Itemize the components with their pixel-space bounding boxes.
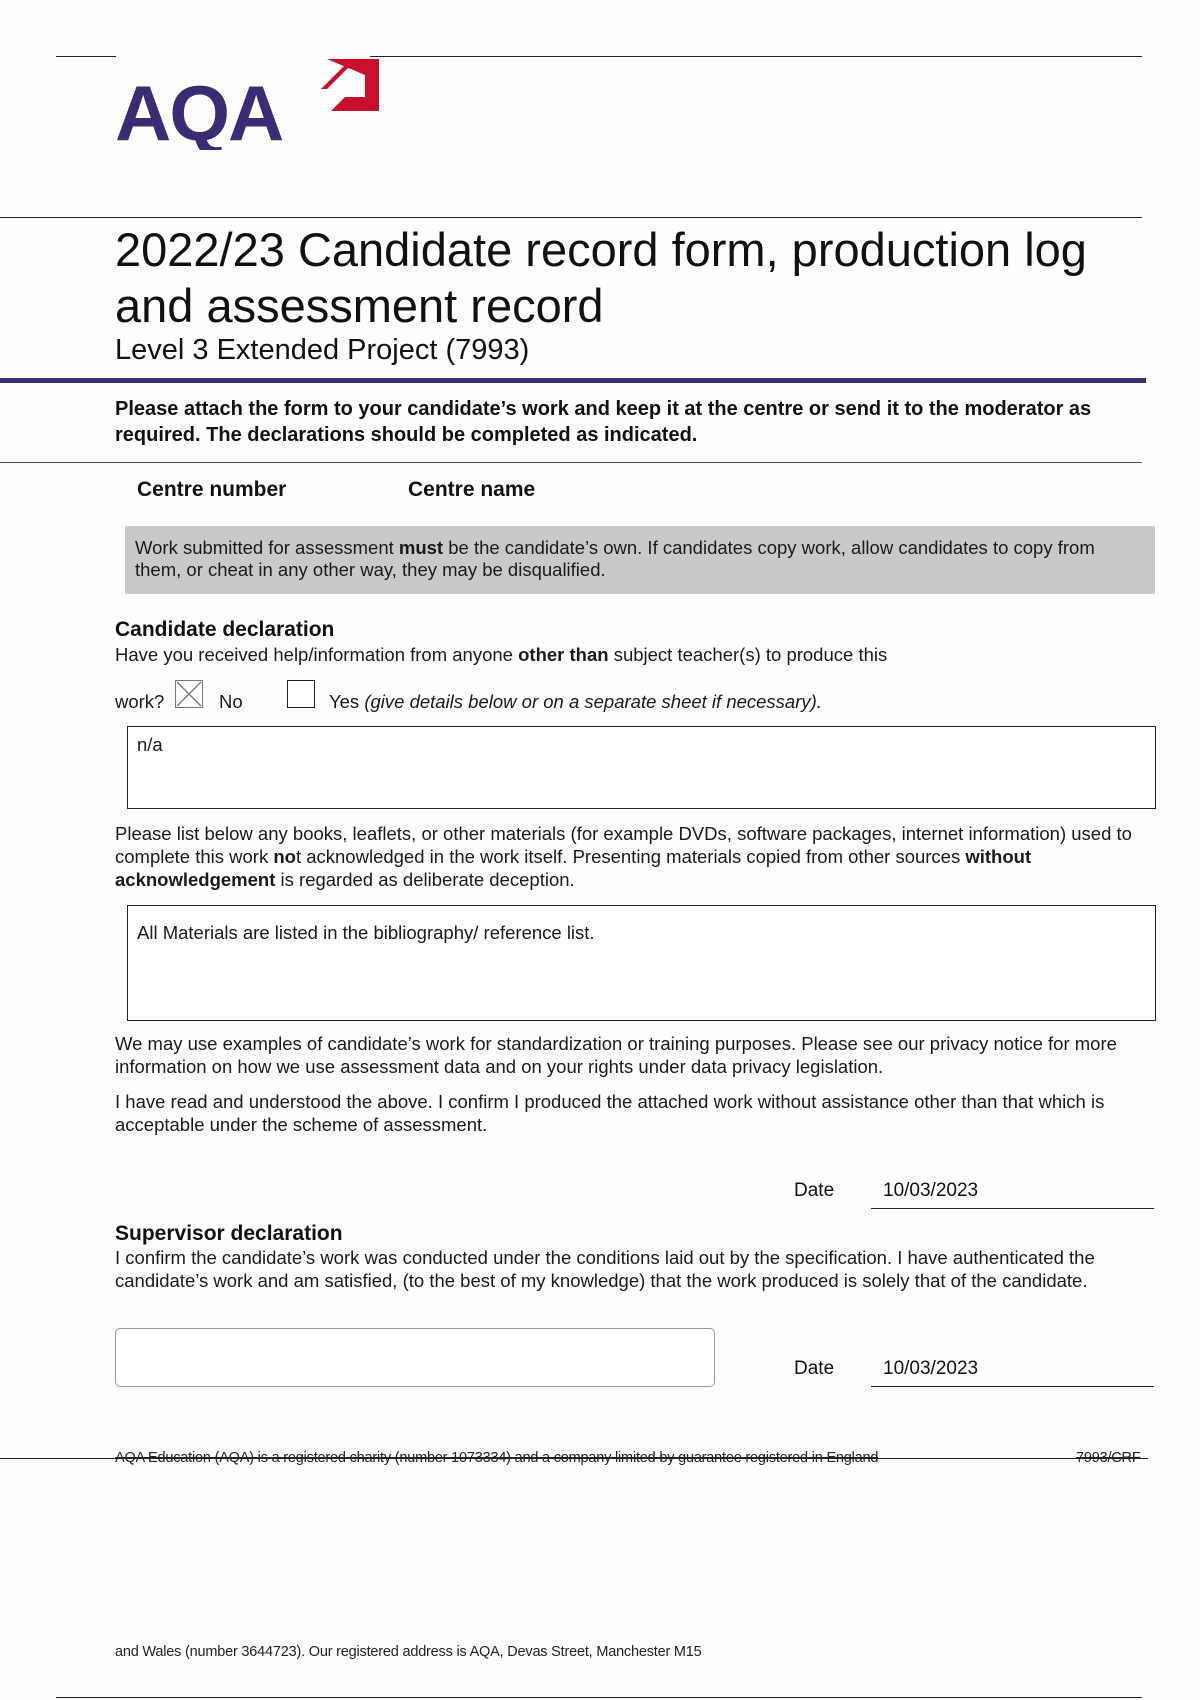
help-details-field[interactable]: n/a <box>127 726 1156 809</box>
candidate-confirmation: I have read and understood the above. I confirm I produced the attached work without assistance other than that which is acceptable under the scheme of assessment. <box>115 1091 1105 1135</box>
aqa-logo <box>115 55 385 150</box>
header-rule <box>0 217 1142 218</box>
help-question-end: work? <box>115 691 165 712</box>
title-divider <box>0 378 1146 383</box>
centre-number-label: Centre number <box>137 478 287 501</box>
intro-rule <box>0 462 1142 463</box>
yes-note: (give details below or on a separate sheet if necessary). <box>364 691 822 712</box>
candidate-date-label: Date <box>794 1180 835 1201</box>
notice-text-2: be the candidate’s own. If candidates copy work, allow candidates to copy from them, or cheat in any other way, they may be disqualified. <box>135 537 1095 580</box>
candidate-date-field[interactable]: 10/03/2023 <box>871 1180 1154 1209</box>
no-label: No <box>219 691 243 712</box>
supervisor-declaration-heading: Supervisor declaration <box>115 1222 343 1245</box>
centre-name-label: Centre name <box>408 478 536 501</box>
notice-text-1: Work submitted for assessment <box>135 537 399 558</box>
footer-rule <box>0 1458 1148 1459</box>
charity-statement: AQA Education (AQA) is a registered charity (number 1073334) and a company limited by guarantee registered in England <box>115 1450 879 1466</box>
top-rule-left <box>56 56 116 57</box>
form-code: 7993/CRF <box>1076 1450 1141 1466</box>
supervisor-date-label: Date <box>794 1358 835 1379</box>
help-question: Have you received help/information from anyone other than subject teacher(s) to produce this <box>115 644 888 665</box>
page-subtitle: Level 3 Extended Project (7993) <box>115 334 530 366</box>
no-checkbox[interactable] <box>175 680 203 708</box>
privacy-notice: We may use examples of candidate’s work for standardization or training purposes. Please see our privacy notice for more information on how we use assessment data and on your rights under data privacy legislation. <box>115 1033 1117 1077</box>
registered-address: and Wales (number 3644723). Our registered address is AQA, Devas Street, Manchester M15 <box>115 1644 702 1660</box>
malpractice-notice <box>125 526 1155 594</box>
yes-label: Yes <box>329 691 360 712</box>
intro-instructions: Please attach the form to your candidate’s work and keep it at the centre or send it to the moderator as required. The declarations should be completed as indicated. <box>115 398 1092 446</box>
supervisor-confirmation: I confirm the candidate’s work was conducted under the conditions laid out by the specification. I have authenticated the candidate’s work and am satisfied, (to the best of my knowledge) that the work produced is solely that of the candidate. <box>115 1247 1095 1291</box>
materials-instructions: Please list below any books, leaflets, or other materials (for example DVDs, software packages, internet information) used to complete this work not acknowledged in the work itself. Presenting materials copied from other sources without acknowledgement is regarded as deliberate deception. <box>115 823 1132 890</box>
yes-label-group <box>329 690 822 713</box>
supervisor-date-field[interactable]: 10/03/2023 <box>871 1358 1154 1387</box>
page-title: 2022/23 Candidate record form, production log and assessment record <box>115 223 1087 332</box>
top-rule-right <box>370 56 1142 57</box>
supervisor-signature-field[interactable] <box>115 1328 715 1387</box>
logo-text: AQA <box>115 69 283 150</box>
yes-checkbox[interactable] <box>287 680 315 708</box>
candidate-declaration-heading: Candidate declaration <box>115 618 335 641</box>
cross-icon <box>176 681 202 707</box>
bottom-rule <box>56 1697 1142 1698</box>
notice-emphasis: must <box>398 537 444 558</box>
materials-field[interactable]: All Materials are listed in the bibliography/ reference list. <box>127 905 1156 1021</box>
